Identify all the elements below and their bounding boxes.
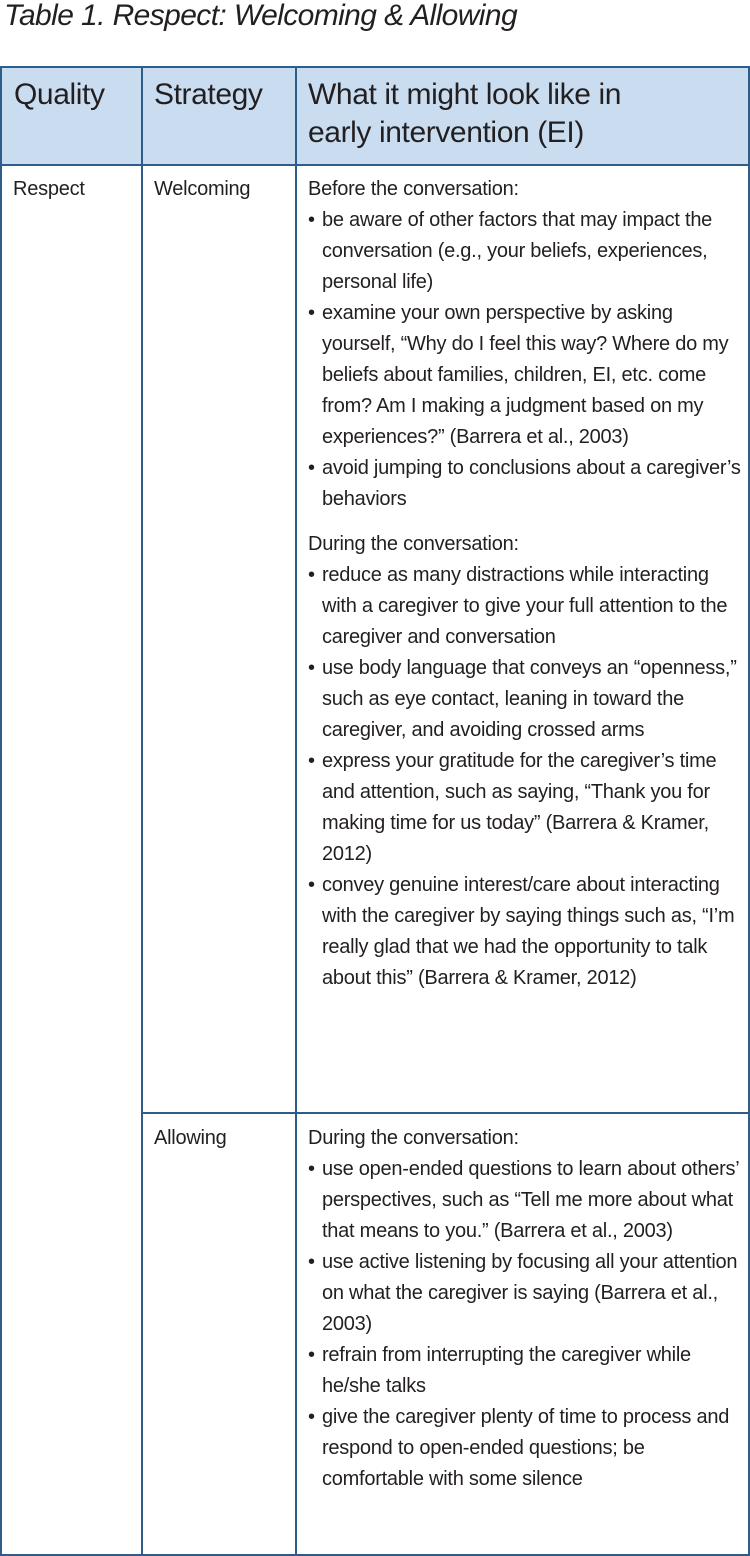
header-what-it-looks-like: [308, 76, 621, 152]
header-line-2: early intervention (EI): [308, 116, 584, 149]
column-divider-1: [141, 68, 143, 1556]
list-item: • avoid jumping to conclusions about a caregiver’s behaviors: [308, 453, 744, 515]
table-caption: Table 1. Respect: Welcoming & Allowing: [4, 0, 518, 32]
description-cell-allowing: [308, 1123, 744, 1495]
strategy-cell-welcoming: Welcoming: [154, 178, 251, 200]
section-title: During the conversation:: [308, 1127, 519, 1149]
list-item: • use open-ended questions to learn about others’ perspectives, such as “Tell me more about what that means to you.” (Barrera et al., 2003): [308, 1154, 744, 1247]
bullet-list: [308, 1154, 744, 1495]
quality-cell: Respect: [13, 178, 85, 200]
section-title: During the conversation:: [308, 533, 519, 555]
header-line-1: What it might look like in: [308, 78, 622, 111]
list-item: • express your gratitude for the caregiver’s time and attention, such as saying, “Thank you for making time for us today” (Barrera & Kramer, 2012): [308, 746, 744, 870]
list-item: • use body language that conveys an “openness,” such as eye contact, leaning in toward the caregiver, and avoiding crossed arms: [308, 653, 744, 746]
respect-table: [0, 66, 750, 1556]
list-item: • be aware of other factors that may impact the conversation (e.g., your beliefs, experiences, personal life): [308, 205, 744, 298]
section-title: Before the conversation:: [308, 178, 519, 200]
section-during-conversation: [308, 529, 744, 994]
list-item: • reduce as many distractions while interacting with a caregiver to give your full attention to the caregiver and conversation: [308, 560, 744, 653]
bullet-list: [308, 205, 744, 515]
list-item: • convey genuine interest/care about interacting with the caregiver by saying things such as, “I’m really glad that we had the opportunity to talk about this” (Barrera & Kramer, 2012): [308, 870, 744, 994]
header-strategy: Strategy: [154, 78, 263, 111]
header-quality: Quality: [14, 78, 105, 111]
list-item: • give the caregiver plenty of time to process and respond to open-ended questions; be comfortable with some silence: [308, 1402, 744, 1495]
row-divider: [141, 1112, 750, 1114]
list-item: • refrain from interrupting the caregiver while he/she talks: [308, 1340, 744, 1402]
bullet-list: [308, 560, 744, 994]
column-divider-2: [295, 68, 297, 1556]
section-during-conversation: [308, 1123, 744, 1495]
list-item: • examine your own perspective by asking yourself, “Why do I feel this way? Where do my beliefs about families, children, EI, etc. come from? Am I making a judgment based on my experiences?” (Barrera et al., 2003): [308, 298, 744, 453]
list-item: • use active listening by focusing all your attention on what the caregiver is saying (Barrera et al., 2003): [308, 1247, 744, 1340]
strategy-cell-allowing: Allowing: [154, 1127, 227, 1149]
description-cell-welcoming: [308, 174, 744, 994]
section-before-conversation: [308, 174, 744, 515]
